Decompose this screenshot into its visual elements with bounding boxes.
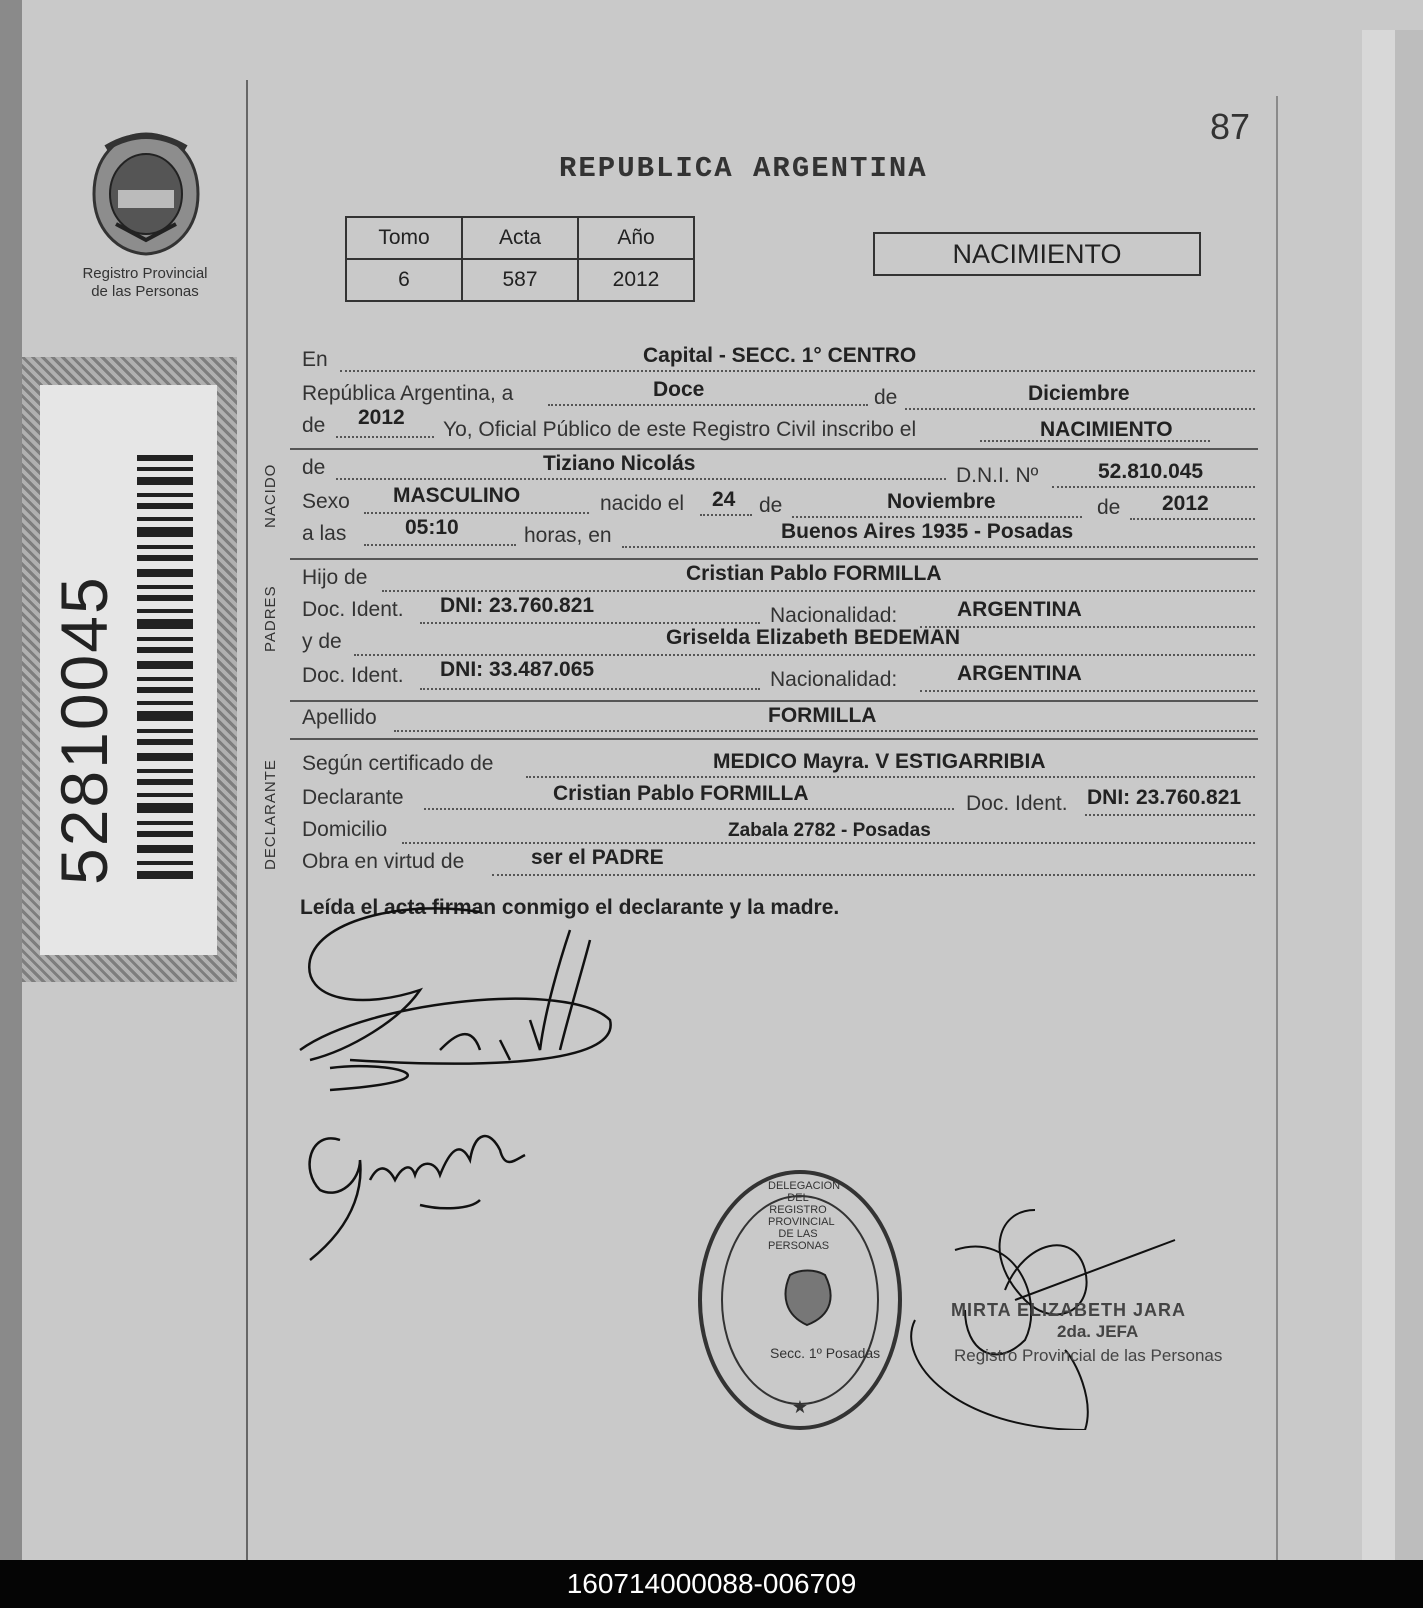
anio-header: Año [578, 217, 694, 259]
declarante-value: Cristian Pablo FORMILLA [553, 782, 809, 805]
apellido-value: FORMILLA [768, 704, 877, 727]
dotted-line [382, 590, 1255, 592]
dotted-line [526, 776, 1255, 778]
hijo-label: Hijo de [302, 566, 368, 589]
right-margin-line [1276, 96, 1278, 1560]
dotted-line [336, 478, 946, 480]
tomo-table [345, 216, 695, 302]
dotted-line [364, 544, 516, 546]
dotted-line [336, 436, 434, 438]
en-label: En [302, 348, 328, 371]
obra-label: Obra en virtud de [302, 850, 465, 873]
child-name: Tiziano Nicolás [543, 452, 696, 475]
official-name: MIRTA ELIZABETH JARA [951, 1300, 1186, 1320]
dotted-line [394, 730, 1255, 732]
father-nat-label: Nacionalidad: [770, 604, 898, 627]
official-org: Registro Provincial de las Personas [954, 1346, 1223, 1365]
father-doc-label: Doc. Ident. [302, 598, 404, 621]
republica-label: República Argentina, a [302, 382, 514, 405]
dotted-line [792, 516, 1082, 518]
dotted-line [1052, 486, 1255, 488]
dotted-line [1130, 518, 1255, 520]
barcode-number: 52810045 [47, 575, 121, 885]
mother-doc-label: Doc. Ident. [302, 664, 404, 687]
birth-year: 2012 [1162, 492, 1209, 515]
obra-value: ser el PADRE [531, 846, 664, 869]
declarante-label: Declarante [302, 786, 404, 809]
dotted-line [920, 690, 1255, 692]
sexo-value: MASCULINO [393, 484, 521, 507]
birth-place: Buenos Aires 1935 - Posadas [781, 520, 1074, 543]
cert-value: MEDICO Mayra. V ESTIGARRIBIA [713, 750, 1046, 773]
doc-type-box: NACIMIENTO [873, 232, 1201, 276]
emblem-misiones [86, 128, 206, 260]
cert-label: Según certificado de [302, 752, 494, 775]
registry-line2: de las Personas [91, 283, 199, 300]
section-declarante: DECLARANTE [262, 759, 279, 870]
acta-header: Acta [462, 217, 578, 259]
yde-label: y de [302, 630, 342, 653]
seal-inner-text: Secc. 1º Posadas [770, 1345, 881, 1361]
year-value: 2012 [358, 406, 405, 429]
dotted-line [340, 370, 1255, 372]
barcode-bars [137, 455, 195, 885]
page-edge-shadow [1395, 30, 1423, 1560]
mother-doc: DNI: 33.487.065 [440, 658, 595, 681]
dotted-line [622, 546, 1255, 548]
scan-footer-id: 160714000088-006709 [0, 1560, 1423, 1608]
section-rule [290, 448, 1258, 450]
dotted-line [548, 404, 868, 406]
alas-label: a las [302, 522, 347, 545]
signature-mother [300, 1120, 560, 1270]
dotted-line [402, 842, 1255, 844]
dotted-line [905, 408, 1255, 410]
page-title: REPUBLICA ARGENTINA [559, 152, 928, 185]
decl-doc-label: Doc. Ident. [966, 792, 1068, 815]
apellido-label: Apellido [302, 706, 377, 729]
official-title: 2da. JEFA [1057, 1322, 1139, 1341]
de-label: de [874, 386, 898, 409]
section-padres: PADRES [262, 585, 279, 652]
dotted-line [420, 622, 760, 624]
svg-text:★: ★ [791, 1397, 809, 1418]
dotted-line [700, 514, 752, 516]
father-name: Cristian Pablo FORMILLA [686, 562, 942, 585]
dotted-line [492, 874, 1255, 876]
dotted-line [424, 808, 954, 810]
mother-nat-label: Nacionalidad: [770, 668, 898, 691]
dotted-line [354, 654, 1255, 656]
page-number: 87 [1210, 106, 1251, 147]
scan-left-edge [0, 0, 22, 1560]
birth-day: 24 [712, 488, 736, 511]
dotted-line [1085, 814, 1255, 816]
de2-label: de [1097, 496, 1121, 519]
mother-nat: ARGENTINA [957, 662, 1082, 685]
inscribe-value: NACIMIENTO [1040, 418, 1173, 441]
margin-line [246, 80, 248, 1560]
closing-statement: Leída el acta firman conmigo el declarante y la madre. [300, 896, 840, 919]
oficial-text: Yo, Oficial Público de este Registro Civil inscribo el [443, 418, 917, 441]
section-rule [290, 700, 1258, 702]
dni-label: D.N.I. Nº [956, 464, 1039, 487]
dotted-line [420, 688, 760, 690]
signature-father [290, 900, 630, 1100]
birth-time: 05:10 [405, 516, 459, 539]
nacido-el-label: nacido el [600, 492, 685, 515]
decl-doc-value: DNI: 23.760.821 [1087, 786, 1242, 809]
horas-label: horas, en [524, 524, 612, 547]
registry-caption [60, 265, 230, 301]
seal-text: DELEGACION DEL REGISTRO PROVINCIAL DE LAS PERSONAS [768, 1180, 841, 1252]
child-dni: 52.810.045 [1098, 460, 1204, 483]
day-value: Doce [653, 378, 705, 401]
dotted-line [364, 512, 589, 514]
section-rule [290, 558, 1258, 560]
sexo-label: Sexo [302, 490, 350, 513]
en-value: Capital - SECC. 1° CENTRO [643, 344, 917, 367]
domicilio-label: Domicilio [302, 818, 388, 841]
father-nat: ARGENTINA [957, 598, 1082, 621]
dotted-line [920, 626, 1255, 628]
acta-value: 587 [462, 259, 578, 301]
tomo-value: 6 [346, 259, 462, 301]
section-nacido: NACIDO [262, 463, 279, 528]
birth-month: Noviembre [887, 490, 996, 513]
section-rule [290, 738, 1258, 740]
anio-value: 2012 [578, 259, 694, 301]
tomo-header: Tomo [346, 217, 462, 259]
month-value: Diciembre [1028, 382, 1130, 405]
de1-label: de [759, 494, 783, 517]
nacido-de-label: de [302, 456, 326, 479]
year-label: de [302, 414, 326, 437]
registry-line1: Registro Provincial [82, 265, 208, 282]
domicilio-value: Zabala 2782 - Posadas [728, 820, 931, 841]
mother-name: Griselda Elizabeth BEDEMAN [666, 626, 961, 649]
father-doc: DNI: 23.760.821 [440, 594, 595, 617]
